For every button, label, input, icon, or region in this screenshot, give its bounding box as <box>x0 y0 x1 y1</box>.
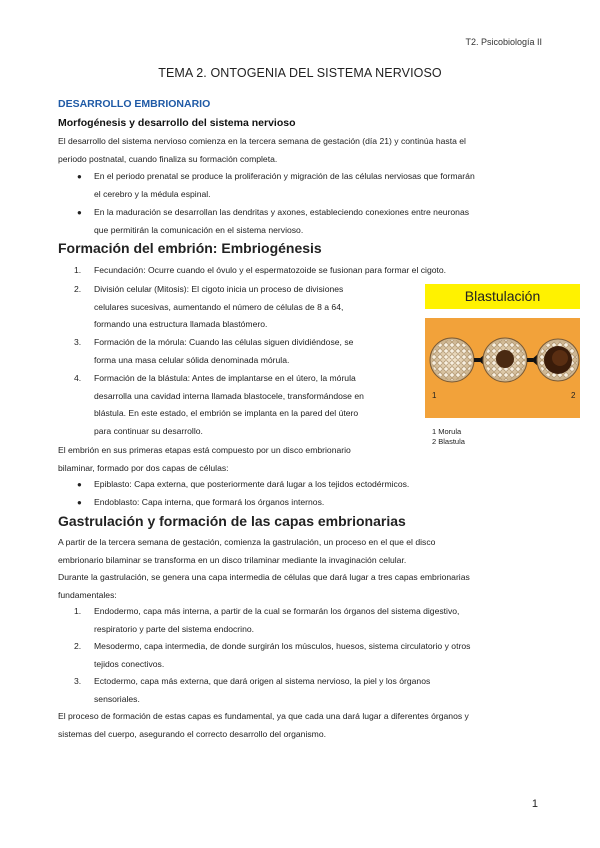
text-line: El proceso de formación de estas capas es fundamental, ya que cada una dará lugar a diferentes órganos y <box>58 711 469 721</box>
text-line: que permitirán la comunicación en el sistema nervioso. <box>94 224 304 235</box>
text-line: fundamentales: <box>58 589 117 600</box>
text-line: Mesodermo, capa intermedia, de donde surgirán los músculos, huesos, sistema circulatorio y otros <box>94 641 471 651</box>
text-line: Ectodermo, capa más externa, que dará origen al sistema nervioso, la piel y los órganos <box>94 676 431 686</box>
list-number: 2. <box>74 641 82 651</box>
text-line: Fecundación: Ocurre cuando el óvulo y el espermatozoide se fusionan para formar el cigoto. <box>94 265 447 275</box>
section-heading-desarrollo: DESARROLLO EMBRIONARIO <box>58 98 211 110</box>
text-line: blástula. En este estado, el embrión se implanta en la pared del útero <box>94 408 359 418</box>
list-number: 1. <box>74 265 82 275</box>
gastrulation-paragraph <box>58 534 548 604</box>
page-title: TEMA 2. ONTOGENIA DEL SISTEMA NERVIOSO <box>158 66 442 80</box>
blastulation-figure <box>425 318 580 418</box>
text-line: En la maduración se desarrollan las dendritas y axones, estableciendo conexiones entre neuronas <box>94 207 470 217</box>
text-line: Formación de la mórula: Cuando las células siguen dividiéndose, se <box>94 337 354 347</box>
figure-title: Blastulación <box>425 284 580 309</box>
list-item <box>77 494 544 512</box>
text-line: Formación de la blástula: Antes de implantarse en el útero, la mórula <box>94 373 356 383</box>
list-item <box>74 262 554 280</box>
bullet-icon: ● <box>77 498 82 507</box>
list-item <box>74 603 549 638</box>
section-heading-embriogenesis: Formación del embrión: Embriogénesis <box>58 240 322 256</box>
text-line: formando una estructura llamada blastómero. <box>94 319 268 329</box>
text-line: Endodermo, capa más interna, a partir de la cual se formarán los órganos del sistema digestivo, <box>94 606 460 616</box>
list-item <box>74 281 414 334</box>
text-line: forma una masa celular sólida denominada mórula. <box>94 354 290 365</box>
intro-paragraph <box>58 133 548 168</box>
text-line: el cerebro y la médula espinal. <box>94 188 211 199</box>
list-number: 3. <box>74 337 82 347</box>
list-item <box>74 673 549 708</box>
section-heading-gastrulacion: Gastrulación y formación de las capas embrionarias <box>58 513 406 529</box>
text-line: Epiblasto: Capa externa, que posteriormente dará lugar a los tejidos ectodérmicos. <box>94 479 410 489</box>
list-number: 2. <box>74 284 82 294</box>
text-line: tejidos conectivos. <box>94 658 165 669</box>
list-item <box>77 476 544 494</box>
text-line: embrionario bilaminar se transforma en un disco trilaminar mediante la invaginación celular. <box>58 554 407 565</box>
closing-paragraph <box>58 708 548 743</box>
text-line: Endoblasto: Capa interna, que formará los órganos internos. <box>94 497 325 507</box>
list-item <box>77 168 549 203</box>
blastulation-illustration <box>425 318 580 418</box>
caption-line: 1 Morula <box>432 427 462 436</box>
list-item <box>77 204 549 239</box>
text-line: El embrión en sus primeras etapas está compuesto por un disco embrionario <box>58 445 351 455</box>
list-item <box>74 638 549 673</box>
text-line: sistemas del cuerpo, asegurando el correcto desarrollo del organismo. <box>58 728 326 739</box>
text-line: celulares sucesivas, aumentando el número de células de 8 a 64, <box>94 301 344 312</box>
figure-label-2: 2 <box>571 391 576 400</box>
list-number: 4. <box>74 373 82 383</box>
course-header: T2. Psicobiología II <box>465 37 542 47</box>
text-line: A partir de la tercera semana de gestación, comienza la gastrulación, un proceso en el que el disco <box>58 537 436 547</box>
text-line: En el periodo prenatal se produce la proliferación y migración de las células nerviosas que formarán <box>94 171 475 181</box>
bilaminar-paragraph <box>58 442 418 477</box>
figure-label-1: 1 <box>432 391 437 400</box>
list-number: 3. <box>74 676 82 686</box>
text-line: desarrolla una cavidad interna llamada blastocele, transformándose en <box>94 390 364 401</box>
text-line: bilaminar, formado por dos capas de células: <box>58 462 229 473</box>
list-number: 1. <box>74 606 82 616</box>
subheading-morfogenesis: Morfogénesis y desarrollo del sistema nervioso <box>58 117 296 129</box>
bullet-icon: ● <box>77 208 82 217</box>
bullet-icon: ● <box>77 172 82 181</box>
text-line: para continuar su desarrollo. <box>94 425 203 436</box>
text-line: periodo postnatal, cuando finaliza su formación completa. <box>58 153 278 164</box>
bullet-icon: ● <box>77 480 82 489</box>
figure-caption <box>432 427 465 446</box>
page-number: 1 <box>531 798 538 810</box>
text-line: respiratorio y parte del sistema endocrino. <box>94 623 255 634</box>
text-line: Durante la gastrulación, se genera una capa intermedia de células que dará lugar a tres capas embrionarias <box>58 572 470 582</box>
text-line: sensoriales. <box>94 693 140 704</box>
text-line: División celular (Mitosis): El cigoto inicia un proceso de divisiones <box>94 284 344 294</box>
list-item <box>74 334 414 369</box>
caption-line: 2 Blastula <box>432 436 465 446</box>
list-item <box>74 370 414 440</box>
text-line: El desarrollo del sistema nervioso comienza en la tercera semana de gestación (día 21) y continúa hasta el <box>58 136 466 146</box>
